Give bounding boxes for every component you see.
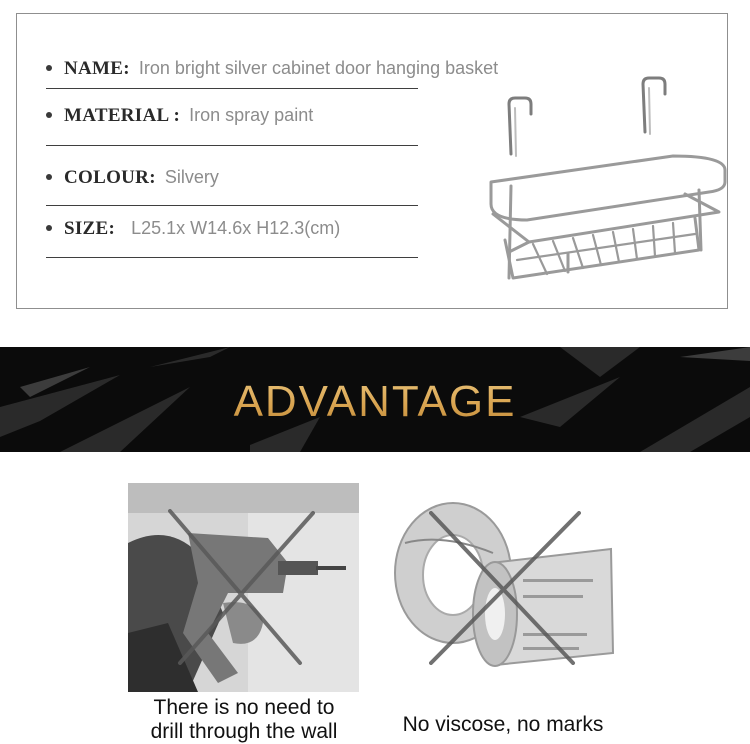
spec-name-label: NAME: — [64, 58, 130, 79]
caption-line: drill through the wall — [150, 720, 338, 743]
advantage-banner — [0, 347, 750, 452]
drill-crossed-icon — [128, 483, 359, 692]
divider — [46, 145, 418, 146]
caption-no-marks — [380, 713, 626, 737]
divider — [46, 88, 418, 89]
spec-size-row — [46, 218, 418, 238]
spec-colour-label: COLOUR: — [64, 167, 156, 188]
hanging-basket-image — [473, 74, 729, 294]
spec-material-value: Iron spray paint — [189, 105, 314, 125]
spec-name-value: Iron bright silver cabinet door hanging basket — [138, 58, 499, 78]
spec-size-label: SIZE: — [64, 218, 116, 239]
caption-line: There is no need to — [153, 696, 335, 719]
advantage-title: ADVANTAGE — [0, 347, 750, 452]
spec-material-row — [46, 105, 418, 125]
spec-card — [16, 13, 728, 309]
bullet-icon — [46, 225, 52, 231]
caption-line: No viscose, no marks — [402, 713, 604, 736]
bullet-icon — [46, 112, 52, 118]
divider — [46, 257, 418, 258]
bullet-icon — [46, 174, 52, 180]
spec-name-row — [46, 58, 499, 79]
tape-crossed-icon — [383, 483, 623, 692]
spec-colour-row — [46, 167, 418, 187]
bullet-icon — [46, 65, 52, 71]
spec-material-label: MATERIAL : — [64, 105, 181, 126]
divider — [46, 205, 418, 206]
caption-no-drilling — [128, 696, 360, 744]
spec-colour-value: Silvery — [164, 167, 219, 187]
spec-size-value: L25.1x W14.6x H12.3(cm) — [131, 218, 341, 238]
